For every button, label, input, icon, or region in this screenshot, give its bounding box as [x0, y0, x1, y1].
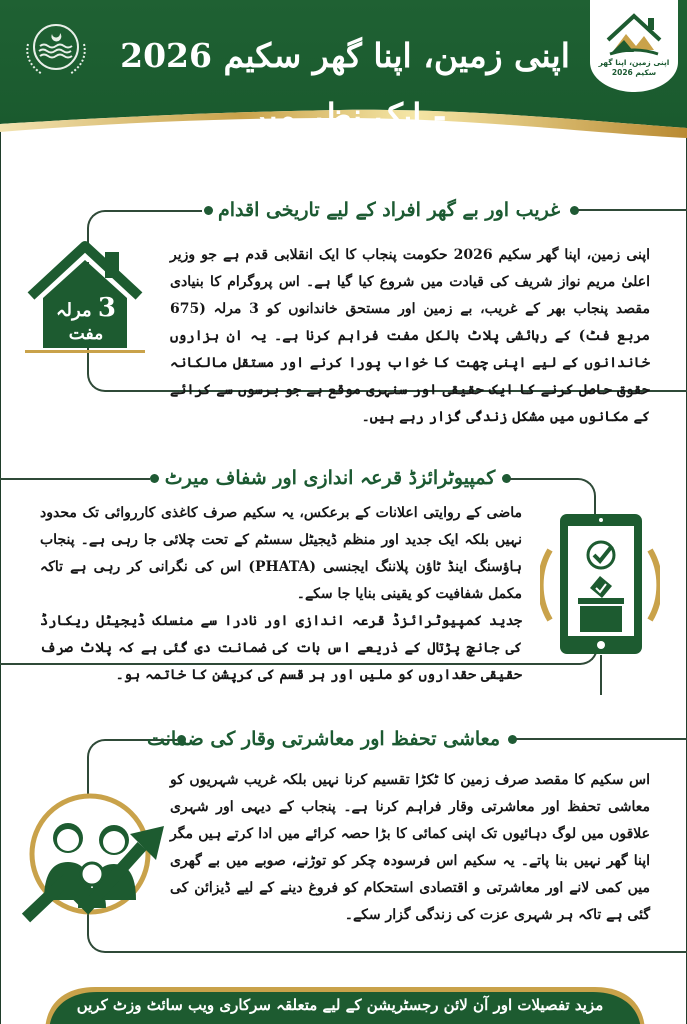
tablet-ballot-icon: [540, 510, 660, 660]
section-2-paragraph-1: ماضی کے روایتی اعلانات کے برعکس، یہ سکیم صرف کاغذی کارروائی تک محدود نہیں بلکہ ایک جدید اور منظم ڈیجیٹل سسٹم کے تحت چلائی جا رہی ہے۔ پنجاب ہاؤسنگ اینڈ ٹاؤن پلاننگ ایجنسی (PHATA) اس کی نگرانی کر رہی ہے تاکہ مکمل شفافیت کو یقینی بنایا جا سکے۔: [40, 505, 522, 602]
badge-unit: مرلہ: [56, 300, 92, 321]
section-1-dot-left: [204, 206, 213, 215]
section-1-line-right: [578, 209, 687, 211]
logo-line-1: اپنی زمین، اپنا گھر: [598, 58, 670, 67]
section-1-title: غریب اور بے گھر افراد کے لیے تاریخی اقدام: [217, 199, 561, 221]
punjab-emblem-icon: [14, 14, 98, 84]
scheme-logo-text: [590, 58, 678, 78]
section-2-paragraph-2: جدید کمپیوٹرائزڈ قرعہ اندازی اور نادرا سے منسلک ڈیجیٹل ریکارڈ کی جانچ پڑتال کے ذریعے اس بات کی ضمانت دی گئی ہے کہ پلاٹ صرف حقیقی حقداروں کو ملیں اور ہر قسم کی کرپشن کا خاتمہ ہو۔: [40, 613, 522, 683]
section-2-line-left: [0, 478, 150, 480]
badge-free: مفت: [68, 324, 104, 344]
section-3-body: اس سکیم کا مقصد صرف زمین کا ٹکڑا تقسیم کرنا نہیں بلکہ غریب شہریوں کو معاشی تحفظ اور معاشرتی وقار فراہم کرنا ہے۔ پنجاب کے دیہی اور شہری علاقوں میں لوگ دہائیوں تک اپنی کمائی کا بڑا حصہ کرائے میں ادا کرتے ہیں مگر اپنا گھر نہیں بنا پاتے۔ یہ سکیم اس فرسودہ چکر کو توڑنے، صوبے میں بے گھری میں کمی لانے اور معاشرتی و اقتصادی استحکام کو فروغ دینے کے لیے ڈیزائن کی گئی ہے تاکہ ہر شہری عزت کی زندگی گزار سکے۔: [170, 772, 650, 923]
badge-number: 3: [97, 293, 116, 323]
page-title: اپنی زمین، اپنا گھر سکیم 2026 - ایک نظر میں: [120, 36, 570, 135]
section-2-title: کمپیوٹرائزڈ قرعہ اندازی اور شفاف میرٹ: [164, 467, 496, 489]
logo-line-2: سکیم 2026: [611, 68, 657, 77]
house-badge: [48, 293, 124, 345]
section-3-line-right: [516, 738, 687, 740]
header-banner: [0, 0, 687, 140]
scheme-logo-icon: [590, 0, 678, 92]
footer-text: مزید تفصیلات اور آن لائن رجسٹریشن کے لیے متعلقہ سرکاری ویب سائٹ وزٹ کریں: [76, 996, 604, 1014]
section-2-connector: [600, 655, 602, 695]
section-2-body: [40, 500, 522, 689]
section-1-body: اپنی زمین، اپنا گھر سکیم 2026 حکومت پنجاب کا ایک انقلابی قدم ہے جو وزیر اعلیٰ مریم نواز شریف کی قیادت میں شروع کیا گیا ہے۔ اس پروگرام کا بنیادی مقصد پنجاب بھر کے غریب، بے زمین اور مستحق خاندانوں کو 3 مرلہ (675 مربع فٹ) کے رہائشی پلاٹ بالکل مفت فراہم کرنا ہے۔ یہ ان ہزاروں خاندانوں کے لیے اپنی چھت کا خواب پورا کرنے اور مستقل مالکانہ حقوق حاصل کرنے کا ایک حقیقی اور سنہری موقع ہے جو برسوں سے کرائے کے مکانوں میں مشکل زندگی گزار رہے ہیں۔: [170, 247, 650, 425]
section-2-dot-left: [150, 474, 159, 483]
family-growth-icon: [18, 790, 178, 925]
section-3-title: معاشی تحفظ اور معاشرتی وقار کی ضمانت: [146, 728, 500, 750]
